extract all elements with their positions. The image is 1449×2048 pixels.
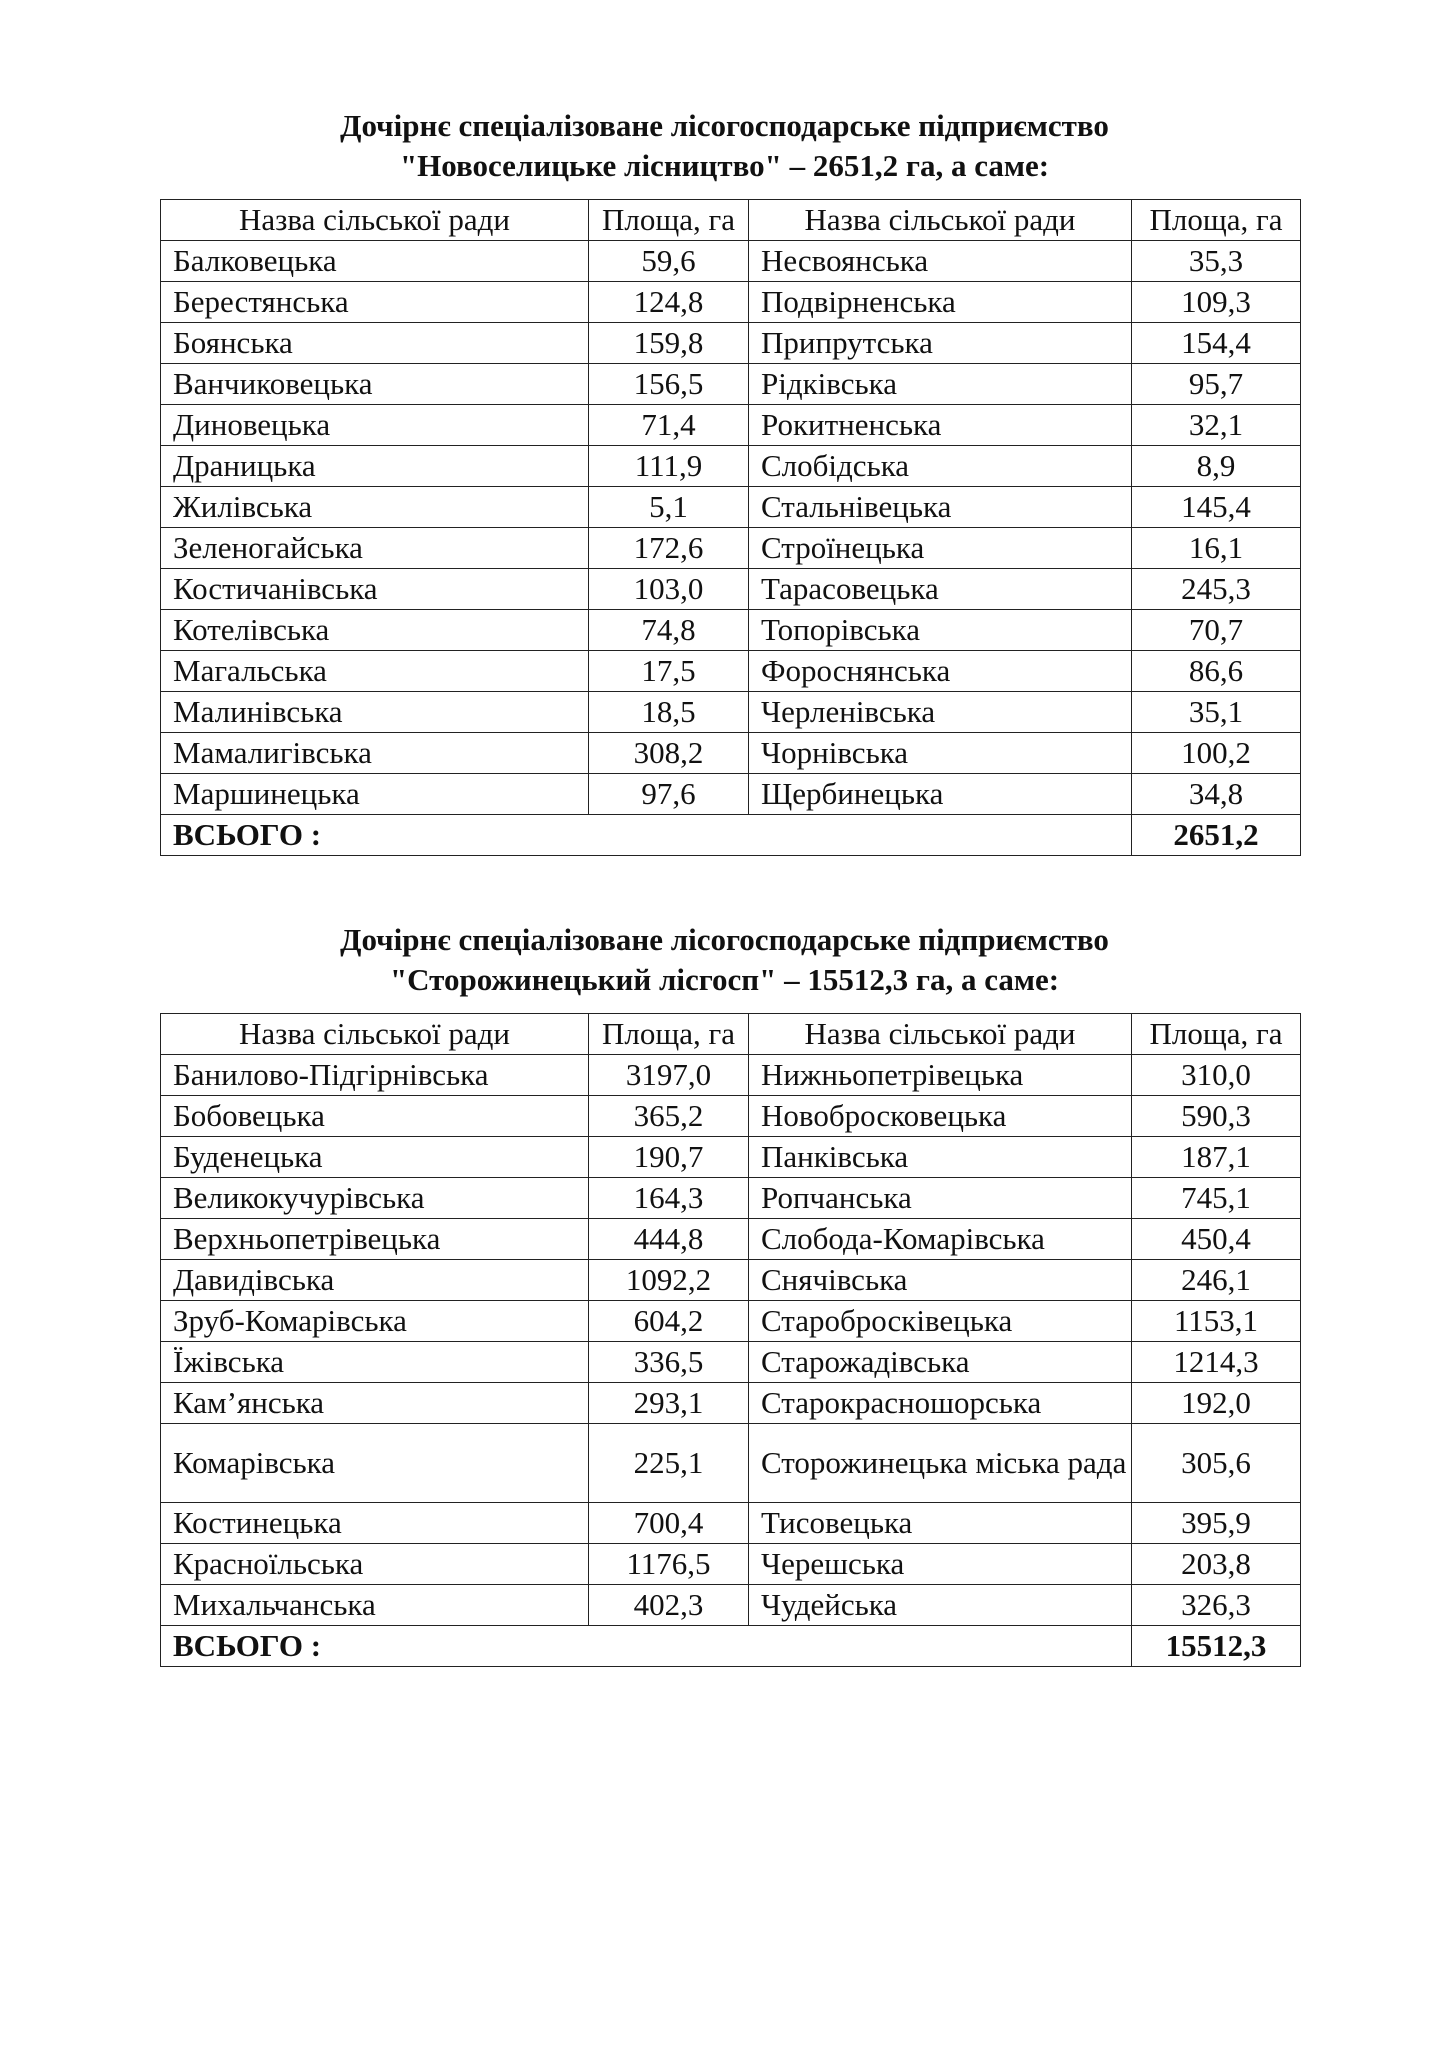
- council-name-cell: Старокрасношорська: [749, 1383, 1132, 1424]
- total-label: ВСЬОГО :: [161, 815, 1132, 856]
- area-cell: 100,2: [1132, 733, 1301, 774]
- area-cell: 18,5: [589, 692, 749, 733]
- section-2-heading: [0, 920, 1449, 1000]
- area-cell: 745,1: [1132, 1178, 1301, 1219]
- council-name-cell: Драницька: [161, 446, 589, 487]
- council-name-cell: Диновецька: [161, 405, 589, 446]
- column-header-council-name: Назва сільської ради: [749, 200, 1132, 241]
- table-row: [161, 487, 1301, 528]
- council-name-cell: Кам’янська: [161, 1383, 589, 1424]
- area-cell: 34,8: [1132, 774, 1301, 815]
- area-cell: 95,7: [1132, 364, 1301, 405]
- council-name-cell: Подвірненська: [749, 282, 1132, 323]
- table-row: [161, 323, 1301, 364]
- table-row: [161, 1096, 1301, 1137]
- council-name-cell: Панківська: [749, 1137, 1132, 1178]
- area-cell: 1214,3: [1132, 1342, 1301, 1383]
- council-name-cell: Снячівська: [749, 1260, 1132, 1301]
- table-header-row: [161, 200, 1301, 241]
- council-name-cell: Верхньопетрівецька: [161, 1219, 589, 1260]
- total-row: [161, 1626, 1301, 1667]
- table-row: [161, 1383, 1301, 1424]
- table-row: [161, 1342, 1301, 1383]
- area-cell: 59,6: [589, 241, 749, 282]
- council-name-cell: Котелівська: [161, 610, 589, 651]
- area-cell: 86,6: [1132, 651, 1301, 692]
- area-cell: 245,3: [1132, 569, 1301, 610]
- area-cell: 124,8: [589, 282, 749, 323]
- table-row: [161, 405, 1301, 446]
- table-row: [161, 364, 1301, 405]
- area-cell: 1153,1: [1132, 1301, 1301, 1342]
- area-cell: 109,3: [1132, 282, 1301, 323]
- area-cell: 154,4: [1132, 323, 1301, 364]
- area-cell: 111,9: [589, 446, 749, 487]
- area-cell: 17,5: [589, 651, 749, 692]
- area-cell: 450,4: [1132, 1219, 1301, 1260]
- area-cell: 402,3: [589, 1585, 749, 1626]
- area-cell: 172,6: [589, 528, 749, 569]
- council-name-cell: Великокучурівська: [161, 1178, 589, 1219]
- council-name-cell: Бобовецька: [161, 1096, 589, 1137]
- area-cell: 145,4: [1132, 487, 1301, 528]
- table-row: [161, 528, 1301, 569]
- area-cell: 1092,2: [589, 1260, 749, 1301]
- area-cell: 336,5: [589, 1342, 749, 1383]
- council-name-cell: Маршинецька: [161, 774, 589, 815]
- table-header-row: [161, 1014, 1301, 1055]
- total-row: [161, 815, 1301, 856]
- table-row: [161, 692, 1301, 733]
- table-row: [161, 1544, 1301, 1585]
- council-name-cell: Буденецька: [161, 1137, 589, 1178]
- council-name-cell: Рідківська: [749, 364, 1132, 405]
- table-row: [161, 1055, 1301, 1096]
- council-name-cell: Черешська: [749, 1544, 1132, 1585]
- table-row: [161, 1503, 1301, 1544]
- table-row: [161, 1424, 1301, 1503]
- column-header-council-name: Назва сільської ради: [161, 200, 589, 241]
- table-row: [161, 1219, 1301, 1260]
- table-row: [161, 774, 1301, 815]
- area-cell: 103,0: [589, 569, 749, 610]
- council-name-cell: Костичанівська: [161, 569, 589, 610]
- area-cell: 293,1: [589, 1383, 749, 1424]
- area-cell: 5,1: [589, 487, 749, 528]
- total-value: 15512,3: [1132, 1626, 1301, 1667]
- area-cell: 71,4: [589, 405, 749, 446]
- council-name-cell: Магальська: [161, 651, 589, 692]
- area-cell: 32,1: [1132, 405, 1301, 446]
- section-2-title-line1: Дочірнє спеціалізоване лісогосподарське підприємство: [340, 922, 1109, 957]
- area-cell: 3197,0: [589, 1055, 749, 1096]
- council-name-cell: Балковецька: [161, 241, 589, 282]
- table-row: [161, 1585, 1301, 1626]
- council-name-cell: Давидівська: [161, 1260, 589, 1301]
- council-name-cell: Берестянська: [161, 282, 589, 323]
- council-name-cell: Чорнівська: [749, 733, 1132, 774]
- council-name-cell: Слобідська: [749, 446, 1132, 487]
- council-name-cell: Слобода-Комарівська: [749, 1219, 1132, 1260]
- council-name-cell: Старобросківецька: [749, 1301, 1132, 1342]
- council-name-cell: Рокитненська: [749, 405, 1132, 446]
- council-name-cell: Костинецька: [161, 1503, 589, 1544]
- council-name-cell: Фороснянська: [749, 651, 1132, 692]
- area-cell: 395,9: [1132, 1503, 1301, 1544]
- column-header-area: Площа, га: [1132, 1014, 1301, 1055]
- table-row: [161, 569, 1301, 610]
- area-cell: 70,7: [1132, 610, 1301, 651]
- column-header-area: Площа, га: [1132, 200, 1301, 241]
- table-row: [161, 610, 1301, 651]
- section-1-title-line2: "Новоселицьке лісництво" – 2651,2 га, а саме:: [399, 148, 1050, 183]
- council-name-cell: Банилово-Підгірнівська: [161, 1055, 589, 1096]
- council-name-cell: Мамалигівська: [161, 733, 589, 774]
- total-label: ВСЬОГО :: [161, 1626, 1132, 1667]
- council-name-cell: Малинівська: [161, 692, 589, 733]
- table-row: [161, 1178, 1301, 1219]
- section-2-table: [160, 1013, 1301, 1667]
- area-cell: 444,8: [589, 1219, 749, 1260]
- area-cell: 74,8: [589, 610, 749, 651]
- table-row: [161, 651, 1301, 692]
- council-name-cell: Зруб-Комарівська: [161, 1301, 589, 1342]
- council-name-cell: Старожадівська: [749, 1342, 1132, 1383]
- column-header-council-name: Назва сільської ради: [749, 1014, 1132, 1055]
- area-cell: 365,2: [589, 1096, 749, 1137]
- column-header-area: Площа, га: [589, 1014, 749, 1055]
- area-cell: 305,6: [1132, 1424, 1301, 1503]
- table-row: [161, 241, 1301, 282]
- council-name-cell: Тарасовецька: [749, 569, 1132, 610]
- council-name-cell: Комарівська: [161, 1424, 589, 1503]
- area-cell: 156,5: [589, 364, 749, 405]
- council-name-cell: Красноїльська: [161, 1544, 589, 1585]
- table-row: [161, 1137, 1301, 1178]
- council-name-cell: Ропчанська: [749, 1178, 1132, 1219]
- council-name-cell: Зеленогайська: [161, 528, 589, 569]
- council-name-cell: Топорівська: [749, 610, 1132, 651]
- council-name-cell: Їжівська: [161, 1342, 589, 1383]
- area-cell: 159,8: [589, 323, 749, 364]
- council-name-cell: Стальнівецька: [749, 487, 1132, 528]
- section-1-heading: [0, 106, 1449, 186]
- council-name-cell: Нижньопетрівецька: [749, 1055, 1132, 1096]
- total-value: 2651,2: [1132, 815, 1301, 856]
- column-header-area: Площа, га: [589, 200, 749, 241]
- council-name-cell: Чудейська: [749, 1585, 1132, 1626]
- section-1-title-line1: Дочірнє спеціалізоване лісогосподарське підприємство: [340, 108, 1109, 143]
- area-cell: 164,3: [589, 1178, 749, 1219]
- council-name-cell: Строїнецька: [749, 528, 1132, 569]
- council-name-cell: Припрутська: [749, 323, 1132, 364]
- council-name-cell: Сторожинецька міська рада: [749, 1424, 1132, 1503]
- area-cell: 190,7: [589, 1137, 749, 1178]
- area-cell: 192,0: [1132, 1383, 1301, 1424]
- council-name-cell: Боянська: [161, 323, 589, 364]
- area-cell: 35,3: [1132, 241, 1301, 282]
- area-cell: 590,3: [1132, 1096, 1301, 1137]
- council-name-cell: Новобросковецька: [749, 1096, 1132, 1137]
- area-cell: 8,9: [1132, 446, 1301, 487]
- area-cell: 16,1: [1132, 528, 1301, 569]
- council-name-cell: Ванчиковецька: [161, 364, 589, 405]
- table-row: [161, 446, 1301, 487]
- area-cell: 97,6: [589, 774, 749, 815]
- area-cell: 700,4: [589, 1503, 749, 1544]
- area-cell: 35,1: [1132, 692, 1301, 733]
- area-cell: 225,1: [589, 1424, 749, 1503]
- column-header-council-name: Назва сільської ради: [161, 1014, 589, 1055]
- table-row: [161, 1260, 1301, 1301]
- council-name-cell: Тисовецька: [749, 1503, 1132, 1544]
- council-name-cell: Несвоянська: [749, 241, 1132, 282]
- area-cell: 604,2: [589, 1301, 749, 1342]
- area-cell: 1176,5: [589, 1544, 749, 1585]
- council-name-cell: Щербинецька: [749, 774, 1132, 815]
- area-cell: 308,2: [589, 733, 749, 774]
- table-row: [161, 733, 1301, 774]
- section-1-table: [160, 199, 1301, 856]
- table-row: [161, 1301, 1301, 1342]
- table-row: [161, 282, 1301, 323]
- area-cell: 326,3: [1132, 1585, 1301, 1626]
- council-name-cell: Жилівська: [161, 487, 589, 528]
- area-cell: 203,8: [1132, 1544, 1301, 1585]
- area-cell: 310,0: [1132, 1055, 1301, 1096]
- council-name-cell: Михальчанська: [161, 1585, 589, 1626]
- area-cell: 246,1: [1132, 1260, 1301, 1301]
- section-2-title-line2: "Сторожинецький лісгосп" – 15512,3 га, а саме:: [389, 962, 1060, 997]
- area-cell: 187,1: [1132, 1137, 1301, 1178]
- council-name-cell: Черленівська: [749, 692, 1132, 733]
